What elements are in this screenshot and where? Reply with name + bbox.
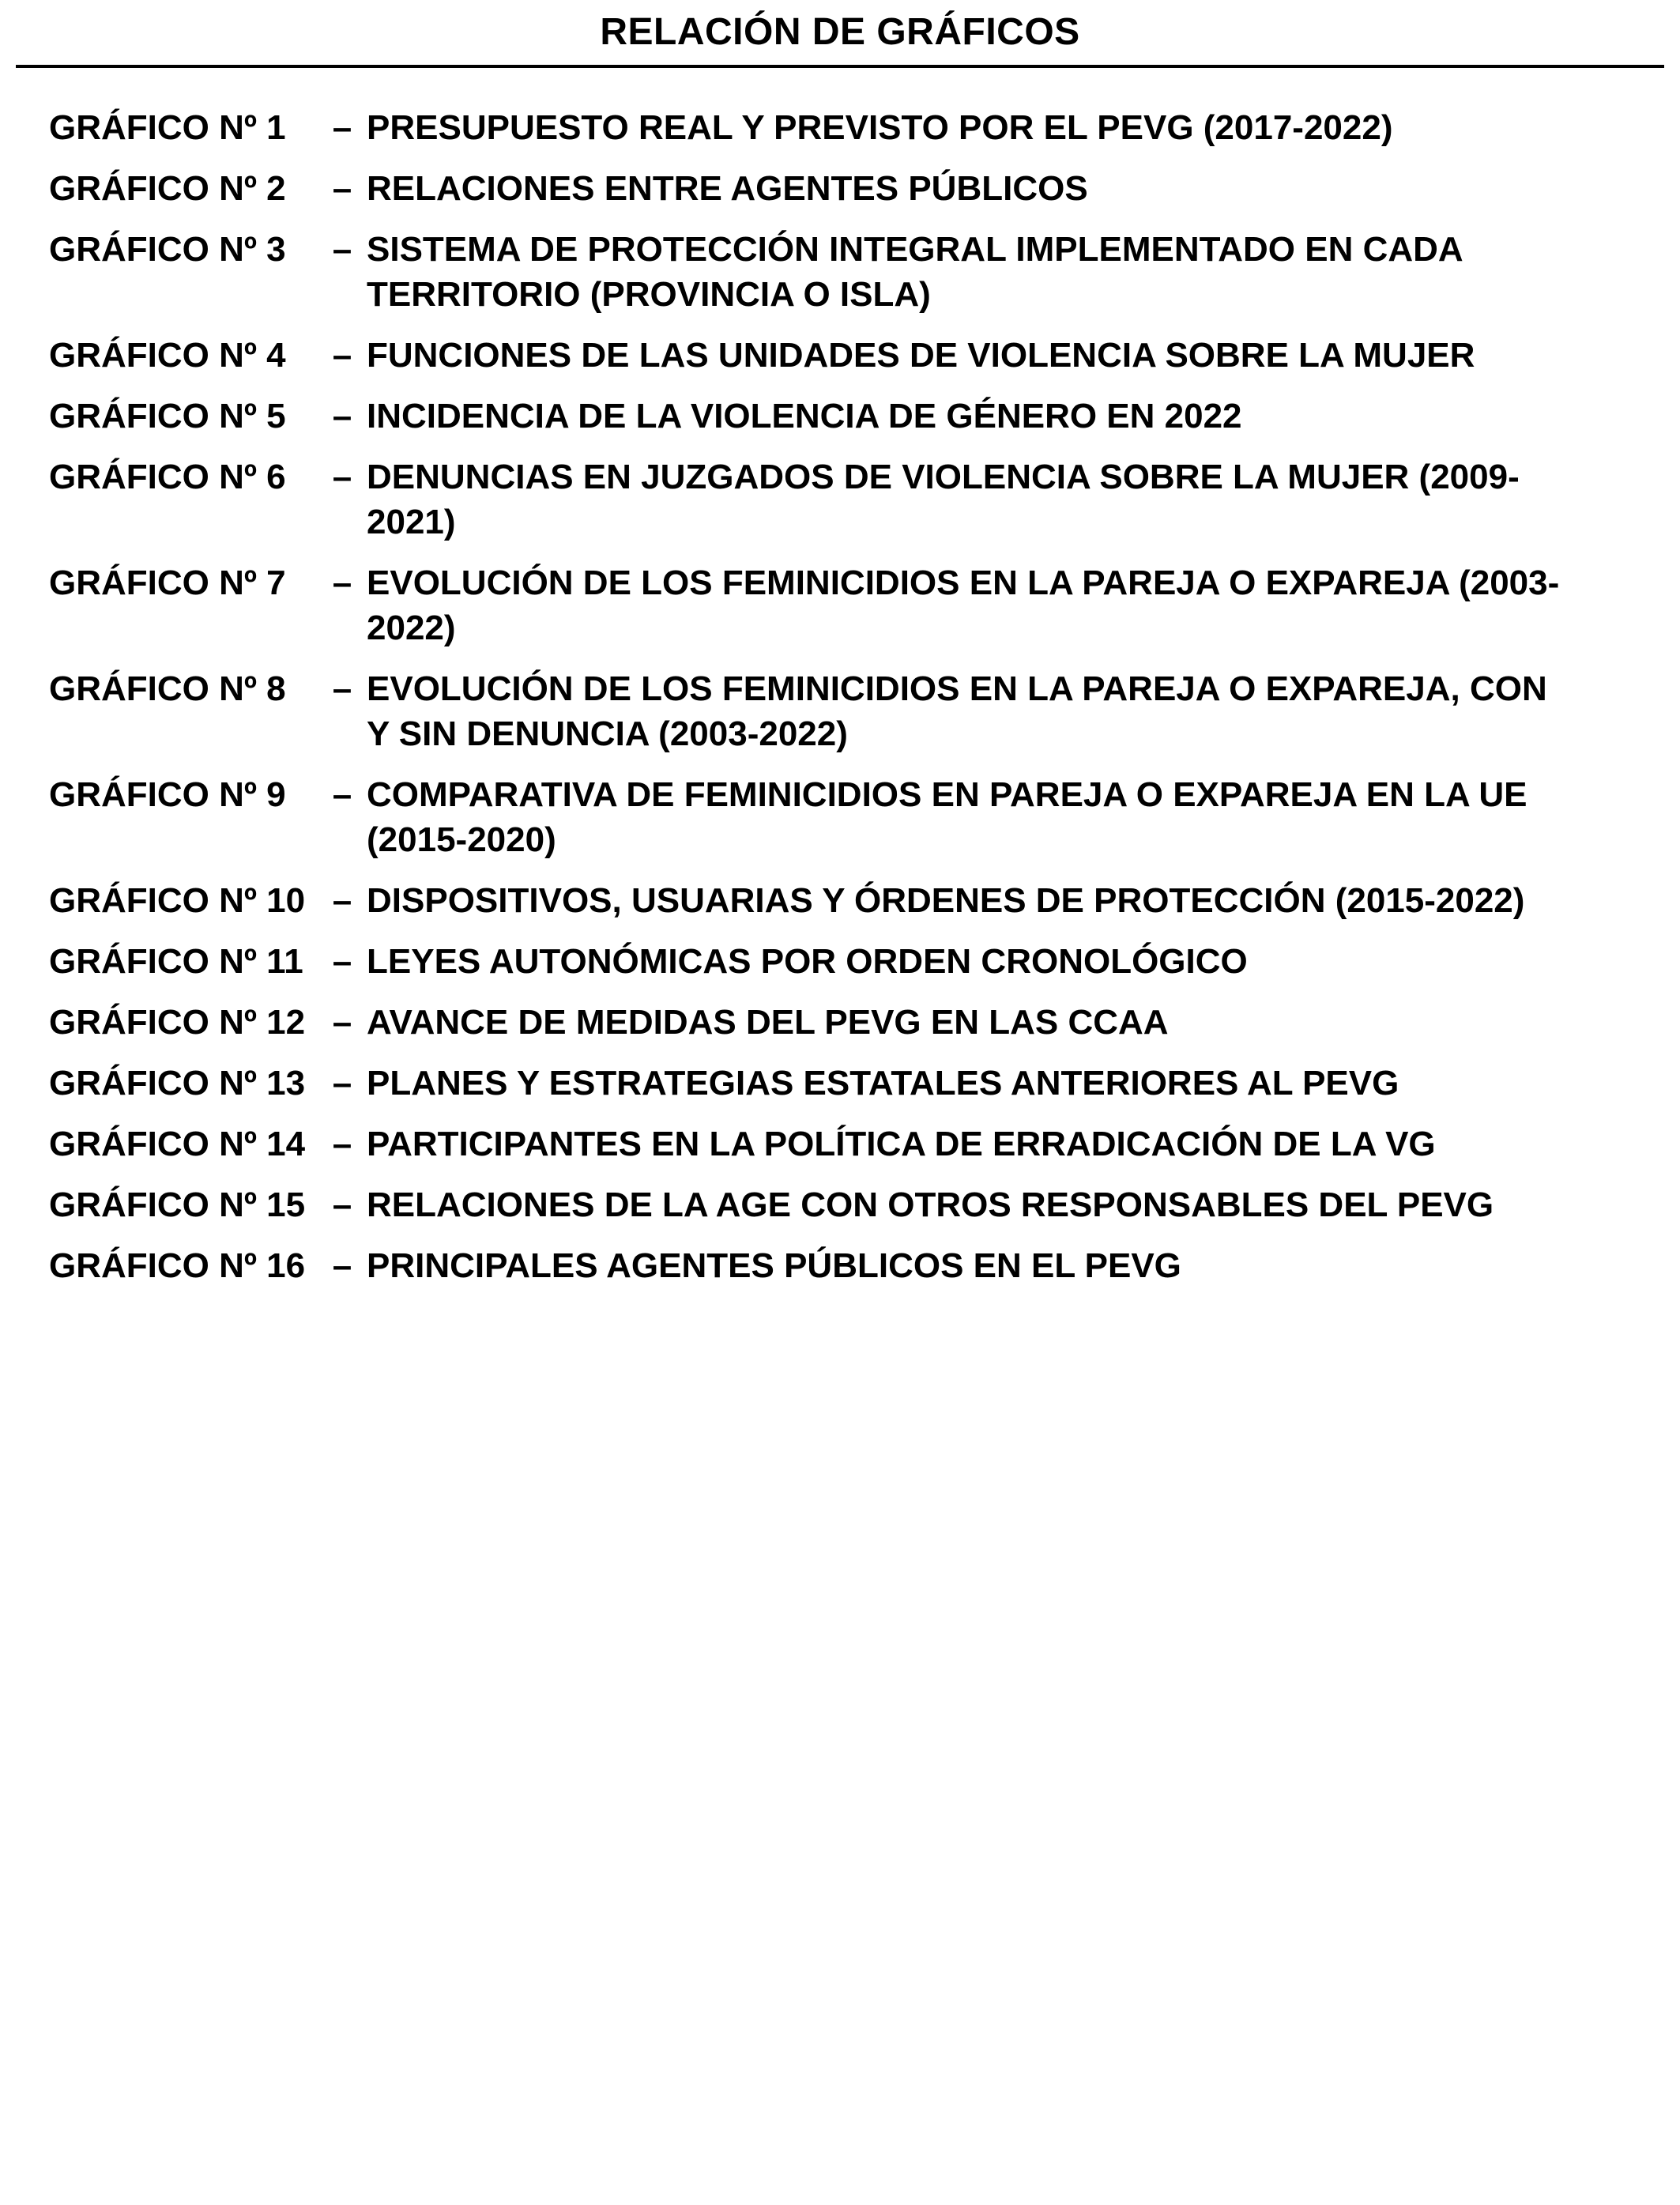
entry-label: GRÁFICO Nº 14 [49,1125,306,1163]
entry-label: GRÁFICO Nº 9 [49,775,286,814]
page-header [16,11,1664,68]
entry-description [367,1182,1648,1227]
entry-label: GRÁFICO Nº 15 [49,1185,306,1224]
entry-text-line: TERRITORIO (PROVINCIA O ISLA) [367,275,931,314]
entry-description [367,105,1648,150]
entry-description [367,772,1648,862]
toc-entry [49,939,1648,984]
entry-label: GRÁFICO Nº 3 [49,230,286,269]
entry-dash: – [332,169,352,208]
toc-entry [49,1182,1648,1227]
entry-text-line: EVOLUCIÓN DE LOS FEMINICIDIOS EN LA PAREJA O EXPAREJA (2003- [367,564,1560,602]
toc-entry [49,1243,1648,1288]
toc-entry [49,772,1648,862]
entry-description [367,1121,1648,1167]
entry-text-line: PRESUPUESTO REAL Y PREVISTO POR EL PEVG (2017-2022) [367,108,1393,147]
toc-entry [49,166,1648,211]
entry-dash: – [332,336,352,375]
entry-dash: – [332,775,352,814]
entry-text-line: INCIDENCIA DE LA VIOLENCIA DE GÉNERO EN 2022 [367,397,1242,435]
entry-text-line: SISTEMA DE PROTECCIÓN INTEGRAL IMPLEMENTADO EN CADA [367,230,1463,269]
entry-text-line: DENUNCIAS EN JUZGADOS DE VIOLENCIA SOBRE LA MUJER (2009- [367,458,1520,496]
entry-label: GRÁFICO Nº 1 [49,108,286,147]
entry-label: GRÁFICO Nº 6 [49,458,286,496]
entry-label: GRÁFICO Nº 13 [49,1064,306,1102]
toc-entry [49,560,1648,650]
figures-list [49,105,1648,1288]
entry-text-line: PLANES Y ESTRATEGIAS ESTATALES ANTERIORES AL PEVG [367,1064,1399,1102]
entry-label: GRÁFICO Nº 4 [49,336,286,375]
entry-text-line: PRINCIPALES AGENTES PÚBLICOS EN EL PEVG [367,1246,1181,1285]
toc-entry [49,454,1648,545]
entry-text-line: LEYES AUTONÓMICAS POR ORDEN CRONOLÓGICO [367,942,1248,981]
entry-description [367,166,1648,211]
entry-description [367,1000,1648,1045]
entry-text-line: 2021) [367,503,456,541]
entry-description [367,1243,1648,1288]
entry-text-line: (2015-2020) [367,820,556,859]
entry-description [367,454,1648,545]
entry-dash: – [332,942,352,981]
entry-description [367,227,1648,317]
entry-description [367,666,1648,756]
page-title: RELACIÓN DE GRÁFICOS [600,11,1080,53]
toc-entry [49,878,1648,923]
toc-entry [49,1061,1648,1106]
entry-dash: – [332,1246,352,1285]
entry-dash: – [332,108,352,147]
entry-text-line: AVANCE DE MEDIDAS DEL PEVG EN LAS CCAA [367,1003,1169,1042]
entry-dash: – [332,1185,352,1224]
entry-dash: – [332,458,352,496]
entry-dash: – [332,1064,352,1102]
toc-entry [49,1121,1648,1167]
entry-dash: – [332,564,352,602]
entry-description [367,939,1648,984]
entry-description [367,333,1648,378]
entry-dash: – [332,397,352,435]
entry-text-line: EVOLUCIÓN DE LOS FEMINICIDIOS EN LA PAREJA O EXPAREJA, CON [367,669,1547,708]
entry-label: GRÁFICO Nº 12 [49,1003,306,1042]
entry-text-line: DISPOSITIVOS, USUARIAS Y ÓRDENES DE PROTECCIÓN (2015-2022) [367,881,1525,920]
entry-dash: – [332,1125,352,1163]
toc-entry [49,333,1648,378]
entry-description [367,1061,1648,1106]
entry-text-line: FUNCIONES DE LAS UNIDADES DE VIOLENCIA SOBRE LA MUJER [367,336,1475,375]
entry-text-line: PARTICIPANTES EN LA POLÍTICA DE ERRADICACIÓN DE LA VG [367,1125,1436,1163]
entry-description [367,878,1648,923]
document-page [0,11,1680,2205]
entry-text-line: RELACIONES DE LA AGE CON OTROS RESPONSABLES DEL PEVG [367,1185,1494,1224]
toc-entry [49,227,1648,317]
entry-label: GRÁFICO Nº 2 [49,169,286,208]
toc-entry [49,666,1648,756]
entry-label: GRÁFICO Nº 8 [49,669,286,708]
entry-text-line: COMPARATIVA DE FEMINICIDIOS EN PAREJA O EXPAREJA EN LA UE [367,775,1527,814]
entry-dash: – [332,669,352,708]
entry-label: GRÁFICO Nº 7 [49,564,286,602]
toc-entry [49,394,1648,439]
entry-text-line: Y SIN DENUNCIA (2003-2022) [367,714,848,753]
entry-text-line: RELACIONES ENTRE AGENTES PÚBLICOS [367,169,1088,208]
entry-description [367,394,1648,439]
entry-dash: – [332,1003,352,1042]
entry-dash: – [332,881,352,920]
entry-label: GRÁFICO Nº 5 [49,397,286,435]
toc-entry [49,1000,1648,1045]
entry-text-line: 2022) [367,609,456,647]
entry-label: GRÁFICO Nº 11 [49,942,303,981]
entry-label: GRÁFICO Nº 10 [49,881,306,920]
entry-description [367,560,1648,650]
entry-label: GRÁFICO Nº 16 [49,1246,306,1285]
entry-dash: – [332,230,352,269]
toc-entry [49,105,1648,150]
